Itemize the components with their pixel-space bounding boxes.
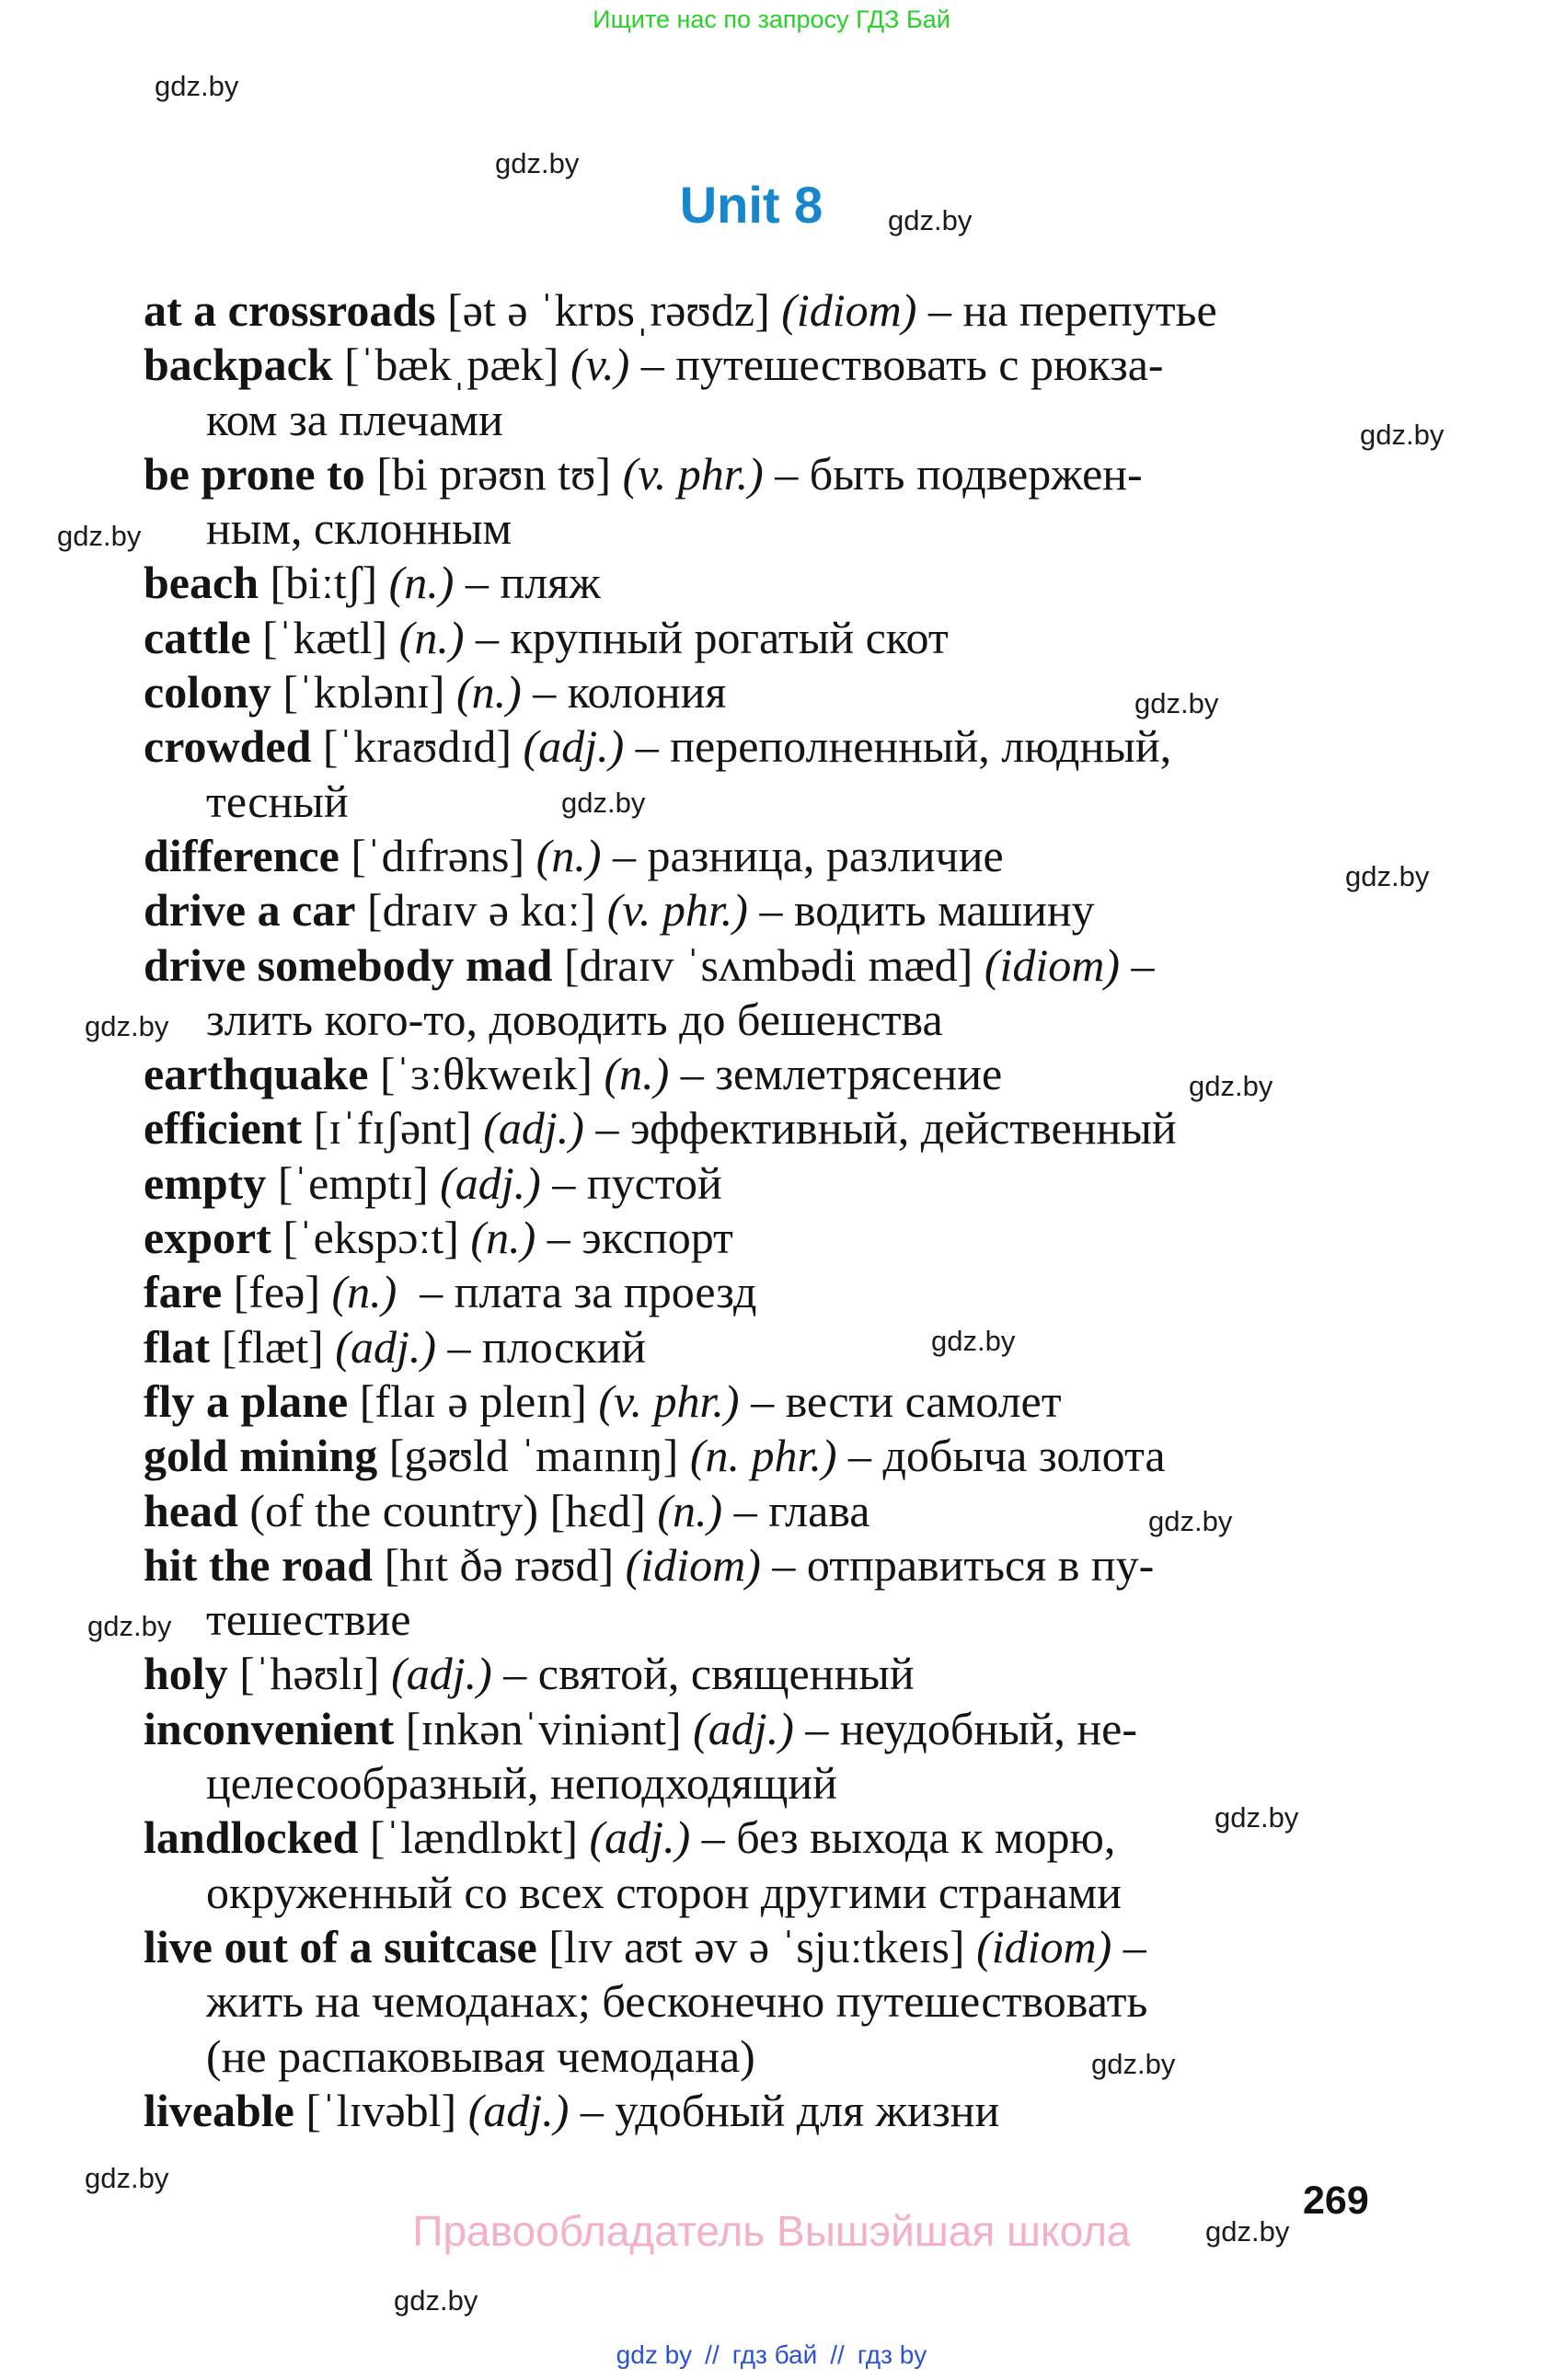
watermark: gdz.by — [57, 520, 142, 552]
part-of-speech: (adj.) — [523, 720, 625, 773]
vocab-entry — [144, 1265, 1432, 1319]
entry-text: [ˈemptɪ] — [266, 1156, 441, 1209]
entry-text: – глава — [722, 1484, 870, 1536]
entry-text: – плата за проезд — [397, 1266, 757, 1318]
vocab-line — [144, 1484, 1432, 1538]
part-of-speech: (adj.) — [335, 1320, 436, 1373]
entry-text: – — [1120, 938, 1155, 991]
footer-links — [0, 2340, 1543, 2370]
entry-text: [ɪnkənˈviniənt] — [394, 1702, 694, 1754]
headword: empty — [144, 1156, 267, 1209]
headword: head — [144, 1484, 238, 1536]
vocab-line — [144, 1211, 1432, 1265]
footer-link-separator: // — [705, 2340, 720, 2369]
vocab-line — [144, 1920, 1432, 1974]
vocab-line — [144, 1592, 1432, 1647]
entry-text: (of the country) [hɛd] — [237, 1484, 658, 1536]
footer-link[interactable]: гдз бай — [731, 2340, 818, 2369]
headword: holy — [144, 1648, 228, 1700]
vocab-line — [144, 2029, 1432, 2084]
watermark: gdz.by — [1091, 2048, 1176, 2080]
vocab-list — [144, 283, 1432, 2138]
part-of-speech: (idiom) — [781, 284, 917, 336]
vocab-line — [144, 665, 1432, 719]
entry-text: – святой, священный — [491, 1648, 915, 1700]
headword: hit the road — [144, 1538, 374, 1591]
entry-text: – путешествовать с рюкза- — [629, 339, 1164, 391]
vocab-entry — [144, 1320, 1432, 1374]
part-of-speech: (idiom) — [625, 1538, 761, 1591]
entry-text: [ˈlɪvəbl] — [294, 2084, 468, 2136]
entry-text: – экспорт — [535, 1212, 733, 1264]
entry-text: – вести самолет — [739, 1374, 1062, 1427]
entry-text: [feə] — [222, 1266, 332, 1318]
entry-text: – без выхода к морю, — [690, 1811, 1116, 1864]
vocab-entry — [144, 556, 1432, 610]
part-of-speech: (adj.) — [589, 1811, 691, 1864]
part-of-speech: (v.) — [570, 339, 630, 391]
vocab-line — [144, 393, 1432, 447]
vocab-line — [144, 1756, 1432, 1811]
vocab-entry — [144, 1647, 1432, 1701]
entry-text: [flaɪ ə pleɪn] — [348, 1374, 599, 1427]
entry-text: – неудобный, не- — [793, 1702, 1138, 1754]
headword: export — [144, 1212, 271, 1264]
part-of-speech: (adj.) — [440, 1156, 541, 1209]
entry-text: [draɪv ˈsʌmbədi mæd] — [552, 938, 985, 991]
headword: efficient — [144, 1102, 303, 1155]
headword: drive somebody mad — [144, 938, 553, 991]
entry-text: – землетрясение — [669, 1048, 1003, 1100]
headword: fly a plane — [144, 1374, 349, 1427]
part-of-speech: (idiom) — [976, 1920, 1112, 1972]
part-of-speech: (n.) — [604, 1048, 670, 1100]
watermark: gdz.by — [85, 2162, 169, 2194]
vocab-line — [144, 1702, 1432, 1756]
headword: liveable — [144, 2084, 294, 2136]
entry-text: – переполненный, людный, — [624, 720, 1172, 773]
vocab-entry — [144, 1811, 1432, 1920]
part-of-speech: (idiom) — [984, 938, 1121, 991]
entry-text: [hɪt ðə rəʊd] — [373, 1538, 626, 1591]
part-of-speech: (v. phr.) — [622, 447, 764, 500]
watermark: gdz.by — [1134, 687, 1219, 719]
part-of-speech: (n.) — [455, 666, 522, 719]
watermark: gdz.by — [561, 787, 646, 819]
vocab-line — [144, 719, 1432, 774]
entry-text: [ˈhəʊlɪ] — [227, 1648, 392, 1700]
entry-text: [ˈkɒlənɪ] — [271, 666, 456, 719]
headword: colony — [144, 666, 271, 719]
entry-text: – — [1111, 1920, 1146, 1972]
part-of-speech: (n.) — [331, 1266, 397, 1318]
vocab-line — [144, 1320, 1432, 1374]
watermark: gdz.by — [931, 1325, 1016, 1357]
vocab-entry — [144, 1538, 1432, 1648]
watermark: gdz.by — [495, 147, 580, 179]
footer-link[interactable]: gdz by — [616, 2340, 693, 2369]
entry-text: (не распаковывая чемодана) — [206, 2029, 755, 2082]
entry-text: целесообразный, неподходящий — [206, 1757, 837, 1810]
part-of-speech: (n.) — [535, 829, 602, 881]
headword: drive a car — [144, 884, 356, 937]
headword: gold mining — [144, 1430, 378, 1482]
promo-banner: Ищите нас по запросу ГДЗ Бай — [593, 6, 950, 33]
entry-text: – на перепутье — [916, 284, 1217, 336]
part-of-speech: (n.) — [388, 557, 455, 609]
headword: inconvenient — [144, 1702, 395, 1754]
vocab-line — [144, 775, 1432, 829]
entry-text: – отправиться в пу- — [760, 1538, 1155, 1591]
headword: fare — [144, 1266, 223, 1318]
entry-text: – плоский — [436, 1320, 646, 1373]
part-of-speech: (adj.) — [391, 1648, 492, 1700]
entry-text: ным, склонным — [206, 502, 512, 555]
vocab-line — [144, 338, 1432, 392]
headword: landlocked — [144, 1811, 359, 1864]
entry-text: – водить машину — [747, 884, 1095, 937]
entry-text: – удобный для жизни — [569, 2084, 1000, 2136]
headword: crowded — [144, 720, 312, 773]
vocab-entry — [144, 1101, 1432, 1156]
entry-text: злить кого-то, доводить до бешенства — [206, 993, 943, 1045]
vocab-line — [144, 938, 1432, 993]
vocab-entry — [144, 829, 1432, 883]
vocab-entry — [144, 1702, 1432, 1811]
watermark: gdz.by — [85, 1010, 169, 1042]
entry-text: [ɪˈfɪʃənt] — [302, 1102, 484, 1155]
vocab-entry — [144, 1047, 1432, 1101]
watermark: gdz.by — [888, 204, 973, 236]
entry-text: – добыча золота — [836, 1430, 1166, 1482]
vocab-entry — [144, 1211, 1432, 1265]
part-of-speech: (n.) — [470, 1212, 536, 1264]
part-of-speech: (adj.) — [483, 1102, 584, 1155]
footer-link-separator: // — [830, 2340, 845, 2369]
vocab-entry — [144, 665, 1432, 719]
vocab-entry — [144, 1156, 1432, 1211]
vocab-line — [144, 283, 1432, 338]
vocab-line — [144, 1538, 1432, 1592]
headword: difference — [144, 829, 340, 881]
entry-text: жить на чемоданах; бесконечно путешествовать — [206, 1975, 1148, 2028]
headword: at a crossroads — [144, 284, 436, 336]
entry-text: [draɪv ə kɑː] — [355, 884, 607, 937]
entry-text: [ˈbækˌpæk] — [332, 339, 570, 391]
entry-text: [ˈekspɔːt] — [271, 1212, 471, 1264]
part-of-speech: (v. phr.) — [598, 1374, 740, 1427]
entry-text: – быть подвержен- — [763, 447, 1143, 500]
watermark: gdz.by — [394, 2284, 478, 2317]
vocab-line — [144, 1265, 1432, 1319]
entry-text: [gəʊld ˈmaɪnɪŋ] — [377, 1430, 690, 1482]
entry-text: [flæt] — [210, 1320, 336, 1373]
entry-text: окруженный со всех сторон другими странами — [206, 1866, 1123, 1918]
headword: backpack — [144, 339, 333, 391]
entry-text: – эффективный, действенный — [583, 1102, 1177, 1155]
watermark: gdz.by — [1189, 1070, 1273, 1102]
watermark: gdz.by — [1360, 419, 1445, 451]
watermark: gdz.by — [155, 70, 239, 102]
entry-text: [ˈdɪfrəns] — [339, 829, 536, 881]
vocab-line — [144, 1047, 1432, 1101]
entry-text: – пляж — [454, 557, 601, 609]
vocab-line — [144, 447, 1432, 501]
vocab-entry — [144, 1484, 1432, 1538]
headword: cattle — [144, 611, 251, 663]
entry-text: [ət ə ˈkrɒsˌrəʊdz] — [435, 284, 782, 336]
vocab-line — [144, 1811, 1432, 1865]
vocab-line — [144, 1101, 1432, 1156]
vocab-entry — [144, 1429, 1432, 1483]
headword: earthquake — [144, 1048, 369, 1100]
vocab-entry — [144, 338, 1432, 447]
headword: be prone to — [144, 447, 365, 500]
entry-text: – пустой — [540, 1156, 722, 1209]
part-of-speech: (n.) — [398, 611, 465, 663]
vocab-line — [144, 993, 1432, 1047]
watermark: gdz.by — [1205, 2215, 1290, 2248]
vocab-entry — [144, 611, 1432, 665]
watermark: gdz.by — [87, 1610, 172, 1642]
vocab-line — [144, 501, 1432, 556]
vocab-entry — [144, 2084, 1432, 2138]
entry-text: [ˈɜːθkweɪk] — [368, 1048, 605, 1100]
vocab-line — [144, 1866, 1432, 1920]
vocab-line — [144, 883, 1432, 937]
vocab-entry — [144, 938, 1432, 1048]
entry-text: [bi prəʊn tʊ] — [364, 447, 623, 500]
vocab-entry — [144, 1374, 1432, 1429]
watermark: gdz.by — [1345, 860, 1430, 892]
page-title: Unit 8 — [679, 176, 823, 234]
page-number: 269 — [1303, 2179, 1369, 2223]
headword: live out of a suitcase — [144, 1920, 537, 1972]
part-of-speech: (adj.) — [467, 2084, 570, 2136]
vocab-line — [144, 1374, 1432, 1429]
vocab-line — [144, 611, 1432, 665]
copyright-text: Правообладатель Вышэйшая школа — [412, 2207, 1131, 2255]
vocab-line — [144, 2084, 1432, 2138]
entry-text: ком за плечами — [206, 393, 503, 445]
vocab-line — [144, 1156, 1432, 1211]
headword: flat — [144, 1320, 211, 1373]
part-of-speech: (n.) — [657, 1484, 723, 1536]
entry-text: – колония — [521, 666, 727, 719]
entry-text: [lɪv aʊt əv ə ˈsjuːtkeɪs] — [536, 1920, 977, 1972]
vocab-entry — [144, 719, 1432, 829]
entry-text: – крупный рогатый скот — [464, 611, 949, 663]
entry-text: тесный — [206, 775, 349, 827]
vocab-entry — [144, 447, 1432, 557]
watermark: gdz.by — [1215, 1801, 1299, 1834]
vocab-line — [144, 1974, 1432, 2029]
vocab-entry — [144, 1920, 1432, 2084]
vocab-line — [144, 829, 1432, 883]
vocab-line — [144, 556, 1432, 610]
entry-text: тешествие — [206, 1593, 411, 1646]
part-of-speech: (v. phr.) — [606, 884, 748, 937]
vocab-entry — [144, 283, 1432, 338]
vocab-line — [144, 1647, 1432, 1701]
entry-text: [ˈlændlɒkt] — [358, 1811, 590, 1864]
vocab-line — [144, 1429, 1432, 1483]
entry-text: – разница, различие — [601, 829, 1004, 881]
entry-text: [biːtʃ] — [259, 557, 389, 609]
part-of-speech: (adj.) — [693, 1702, 794, 1754]
entry-text: [ˈkætl] — [250, 611, 399, 663]
part-of-speech: (n. phr.) — [689, 1430, 837, 1482]
watermark: gdz.by — [1148, 1505, 1233, 1537]
entry-text: [ˈkraʊdɪd] — [311, 720, 524, 773]
headword: beach — [144, 557, 259, 609]
vocab-entry — [144, 883, 1432, 937]
footer-link[interactable]: гдз by — [857, 2340, 927, 2369]
